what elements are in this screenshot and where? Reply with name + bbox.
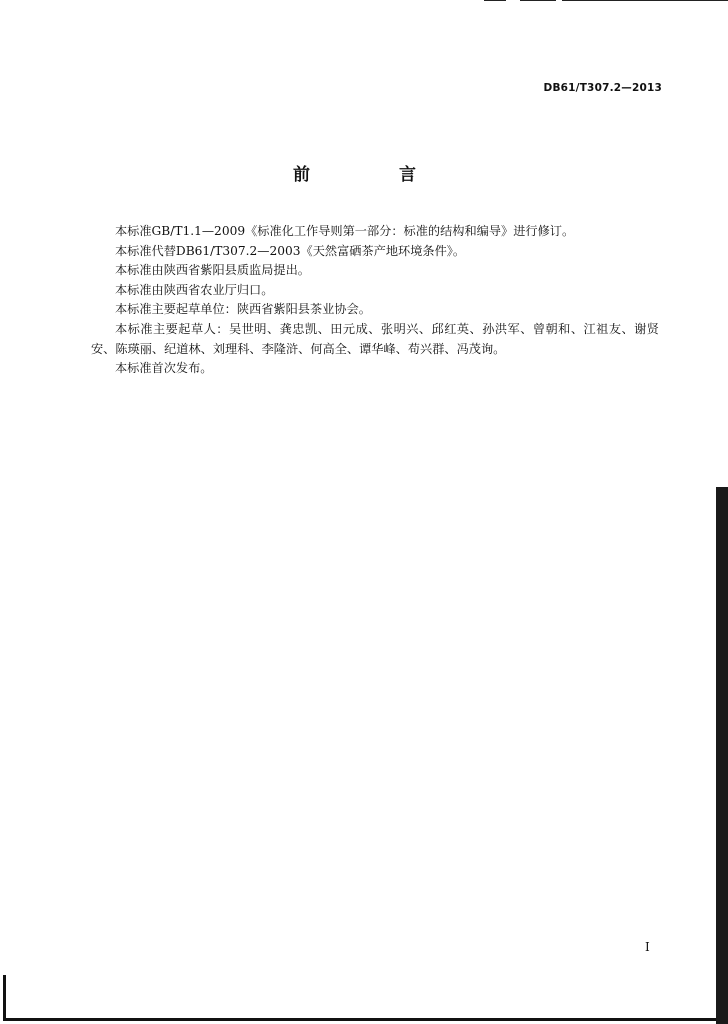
- page-number: I: [645, 940, 650, 954]
- paragraph-drafting-unit: 本标准主要起草单位：陕西省紫阳县茶业协会。: [115, 302, 371, 317]
- paragraph-revision: 本标准GB/T1.1—2009《标准化工作导则第一部分：标准的结构和编导》进行修订。: [115, 224, 575, 238]
- paragraph-drafters: 本标准主要起草人：吴世明、龚忠凯、田元成、张明兴、邱红英、孙洪军、曾朝和、江祖友、谢贤安、陈瑛丽、纪道林、刘理科、李隆浒、何高全、谭华峰、苟兴群、冯茂询。: [91, 321, 659, 356]
- scan-corner-mark: [3, 975, 6, 1021]
- section-heading: 前 言: [293, 165, 452, 185]
- scan-artifact-line: [520, 0, 556, 1]
- paragraph-replaces: 本标准代替DB61/T307.2—2003《天然富硒茶产地环境条件》。: [115, 243, 466, 258]
- paragraph-proposed-by: 本标准由陕西省紫阳县质监局提出。: [115, 263, 310, 278]
- scan-bottom-edge: [3, 1018, 716, 1021]
- scan-artifact-line: [562, 0, 728, 1]
- scan-artifact-line: [484, 0, 506, 1]
- paragraph-first-release: 本标准首次发布。: [115, 361, 213, 376]
- paragraph-centralized-by: 本标准由陕西省农业厅归口。: [115, 282, 274, 297]
- foreword-body: [91, 222, 659, 379]
- scan-edge-bar: [716, 487, 728, 1024]
- document-code: DB61/T307.2—2013: [543, 82, 662, 94]
